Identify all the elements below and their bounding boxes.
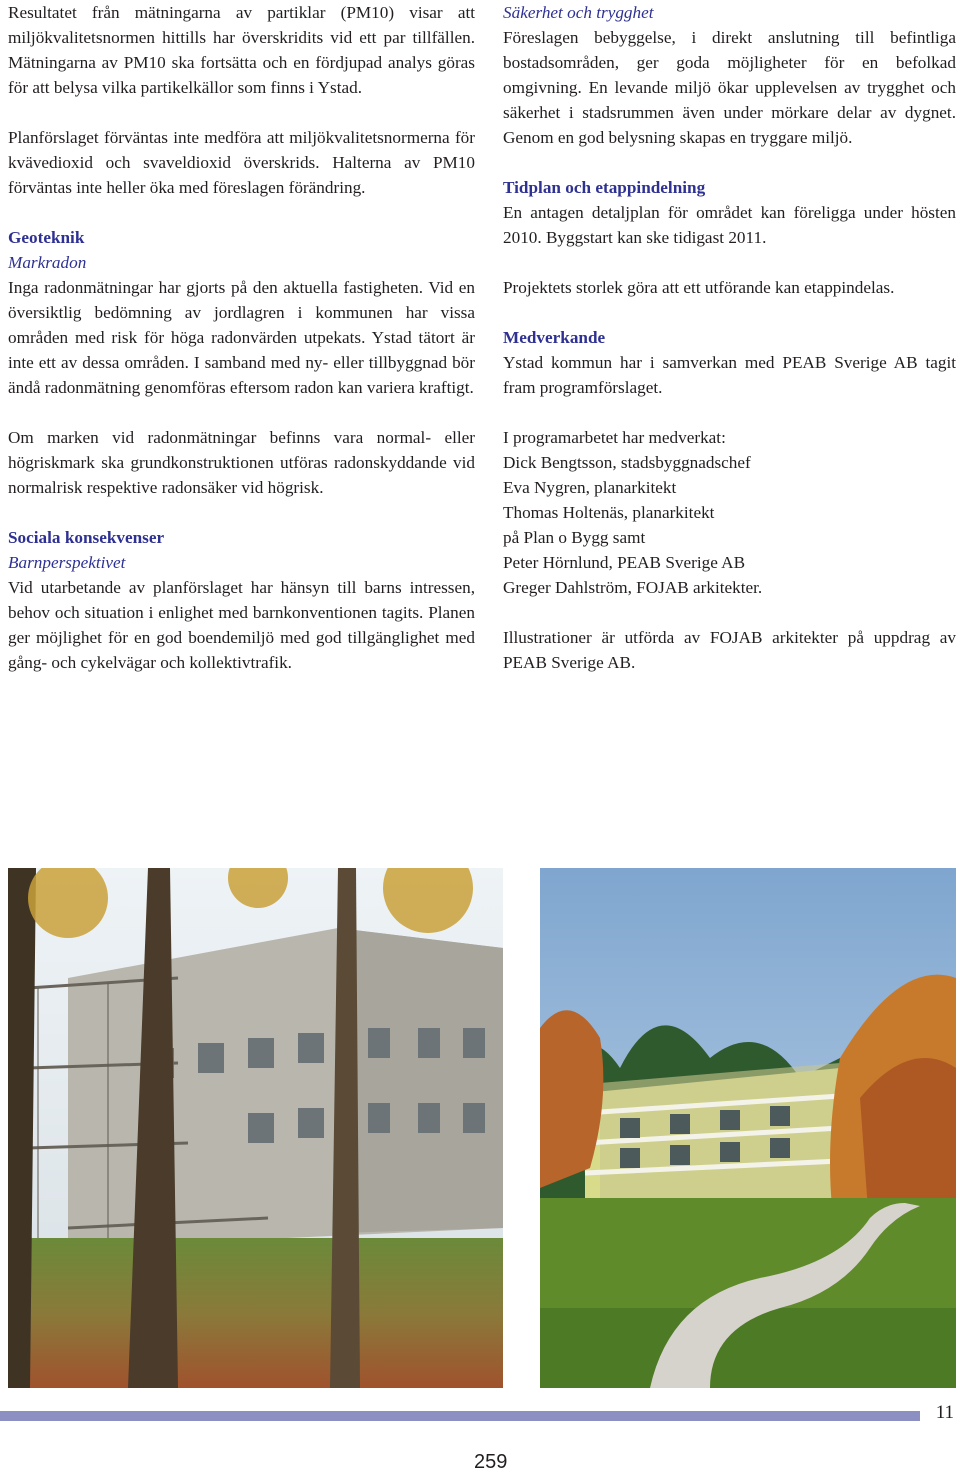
etapp-paragraph: Projektets storlek göra att ett utförande kan etappindelas. <box>503 278 895 297</box>
sakerhet-subheading: Säkerhet och trygghet <box>503 3 654 22</box>
building-photo-left <box>8 868 503 1388</box>
list-item: Thomas Holtenäs, planarkitekt <box>503 503 715 522</box>
barnperspektivet-subheading: Barnperspektivet <box>8 553 126 572</box>
medverkande-paragraph: Ystad kommun har i samverkan med PEAB Sverige AB tagit fram programförslaget. <box>503 353 956 397</box>
building-photo-right <box>540 868 956 1388</box>
radon-risk-paragraph: Om marken vid radonmätningar befinns vara normal- eller högriskmark ska grundkonstruktionen utföras radonskyddande vid normalrisk respektive radonsäker vid högrisk. <box>8 428 475 497</box>
pm10-paragraph: Resultatet från mätningarna av partiklar (PM10) visar att miljökvalitetsnormen hittills har överskridits vid ett par tillfällen. Mätningarna av PM10 ska fortsätta och en fördjupad analys göras för att belysa vilka partikelkällor som finns i Ystad. <box>8 3 475 97</box>
list-item: I programarbetet har medverkat: <box>503 428 726 447</box>
footer-rule <box>0 1411 920 1421</box>
list-item: Greger Dahlström, FOJAB arkitekter. <box>503 578 763 597</box>
geoteknik-heading: Geoteknik <box>8 228 85 247</box>
barn-paragraph: Vid utarbetande av planförslaget har hänsyn till barns intressen, behov och situation i enlighet med barnkonventionen tagits. Planen ger möjlighet för en god boendemiljö med god tillgänglighet med gång- och cykelvägar och kollektivtrafik. <box>8 578 475 672</box>
illustration-credit-paragraph: Illustrationer är utförda av FOJAB arkitekter på uppdrag av PEAB Sverige AB. <box>503 628 956 672</box>
list-item: Eva Nygren, planarkitekt <box>503 478 677 497</box>
participants-list <box>503 425 956 600</box>
list-item: Peter Hörnlund, PEAB Sverige AB <box>503 553 746 572</box>
plan-forecast-paragraph: Planförslaget förväntas inte medföra att miljökvalitetsnormerna för kvävedioxid och svaveldioxid överskrids. Halterna av PM10 förväntas inte heller öka med föreslagen förändring. <box>8 128 475 197</box>
right-column <box>503 0 956 700</box>
radon-paragraph: Inga radonmätningar har gjorts på den aktuella fastigheten. Vid en översiktlig bedömning av jordlagren i kommunen har vissa områden med risk för höga radonvärden utpekats. Ystad tätort är inte ett av dessa områden. I samband med ny- eller tillbyggnad bör ändå radonmätning genomföras eftersom radon kan variera kraftigt. <box>8 278 475 397</box>
sakerhet-paragraph: Föreslagen bebyggelse, i direkt anslutning till befintliga bostadsområden, ger goda möjligheter för en befolkad omgivning. En levande miljö ökar upplevelsen av trygghet och säkerhet i stadsrummen även under mörkare delar av dygnet. Genom en god belysning skapas en tryggare miljö. <box>503 28 956 147</box>
left-column <box>8 0 475 700</box>
sociala-heading: Sociala konsekvenser <box>8 528 165 547</box>
tidplan-heading: Tidplan och etappindelning <box>503 178 706 197</box>
document-page-number: 259 <box>474 1451 508 1473</box>
page-number: 11 <box>935 1402 954 1423</box>
list-item: Dick Bengtsson, stadsbyggnadschef <box>503 453 751 472</box>
markradon-subheading: Markradon <box>8 253 87 272</box>
list-item: på Plan o Bygg samt <box>503 528 646 547</box>
medverkande-heading: Medverkande <box>503 328 606 347</box>
tidplan-paragraph: En antagen detaljplan för området kan föreligga under hösten 2010. Byggstart kan ske tidigast 2011. <box>503 203 956 247</box>
